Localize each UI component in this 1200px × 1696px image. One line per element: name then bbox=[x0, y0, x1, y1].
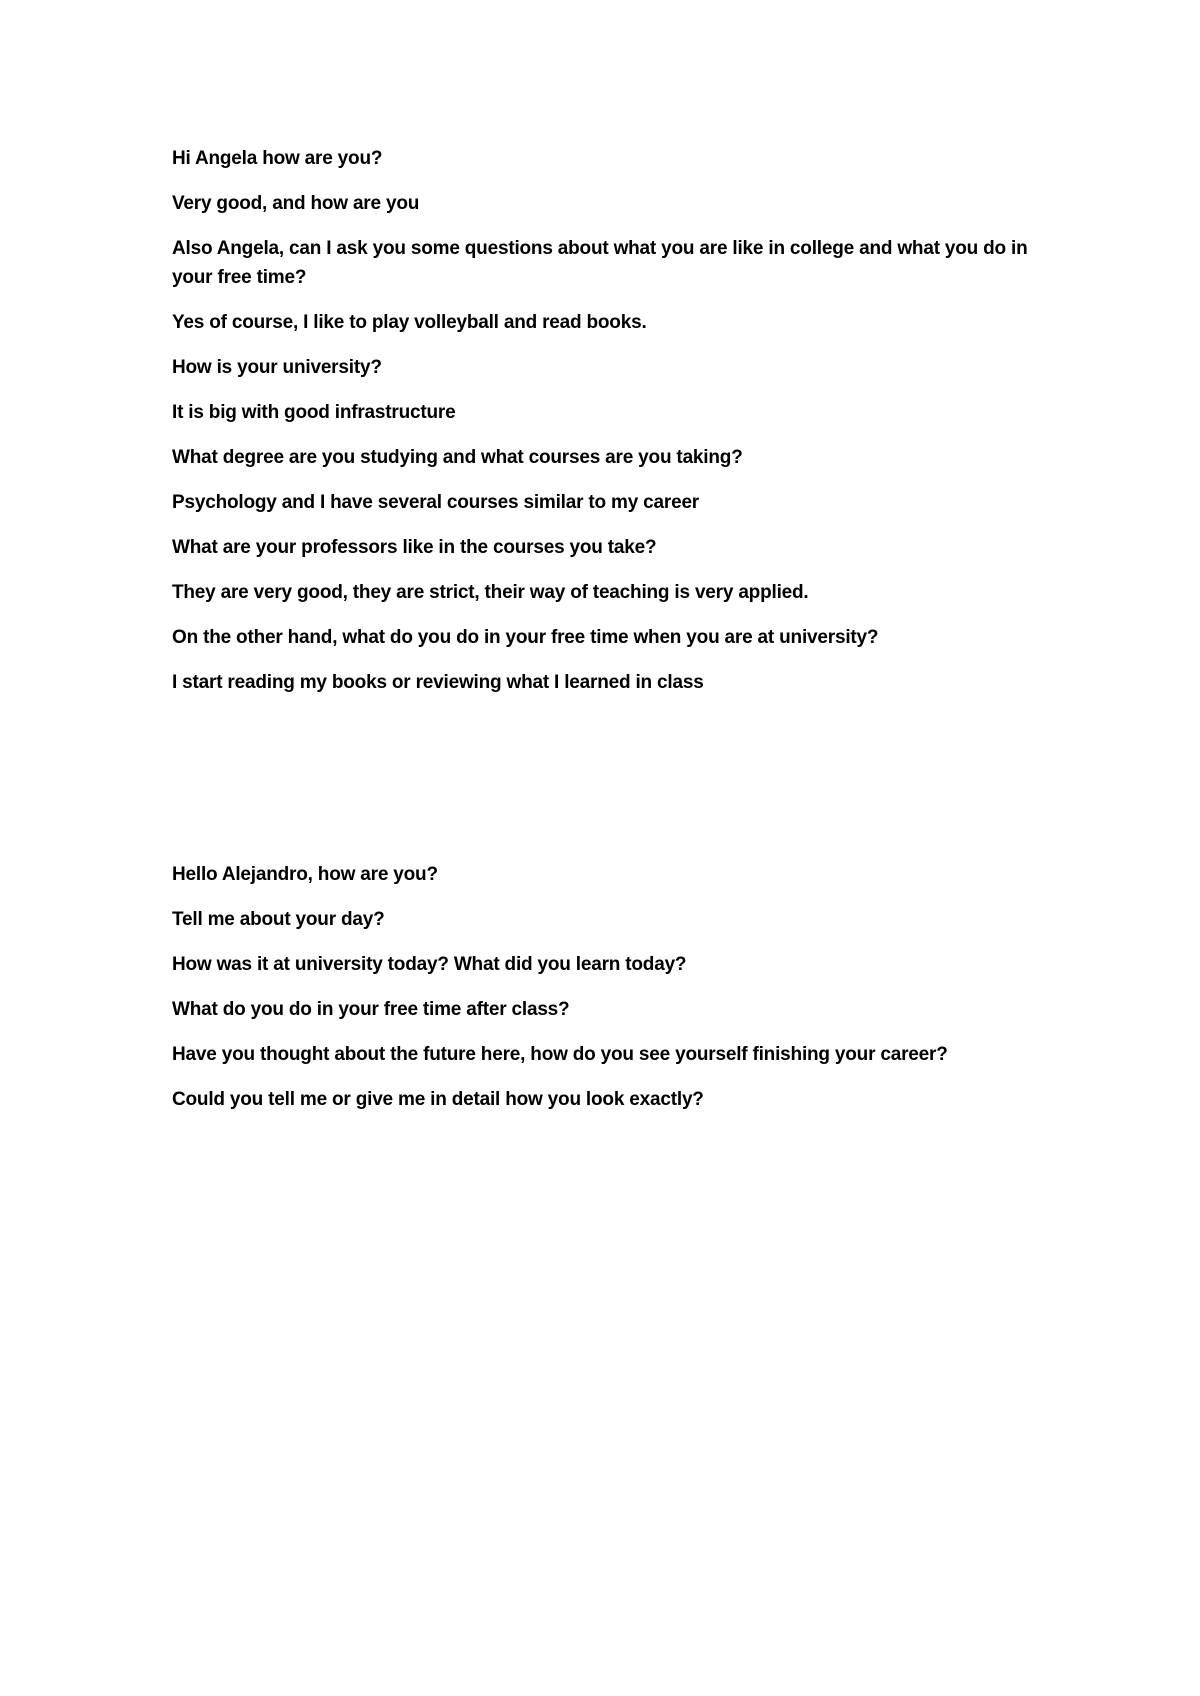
dialogue-line: Hello Alejandro, how are you? bbox=[172, 864, 438, 885]
dialogue-line: I start reading my books or reviewing what I learned in class bbox=[172, 672, 704, 693]
dialogue-section-1 bbox=[172, 144, 1032, 713]
dialogue-line: Tell me about your day? bbox=[172, 909, 385, 930]
dialogue-line: Psychology and I have several courses similar to my career bbox=[172, 492, 700, 513]
dialogue-line: Have you thought about the future here, how do you see yourself finishing your career? bbox=[172, 1044, 948, 1065]
dialogue-line: Could you tell me or give me in detail how you look exactly? bbox=[172, 1089, 704, 1110]
dialogue-line: How was it at university today? What did you learn today? bbox=[172, 954, 687, 975]
dialogue-section-2 bbox=[172, 860, 1032, 1130]
dialogue-line: It is big with good infrastructure bbox=[172, 402, 456, 423]
dialogue-line: How is your university? bbox=[172, 357, 382, 378]
dialogue-line: Yes of course, I like to play volleyball and read books. bbox=[172, 312, 647, 333]
dialogue-line: They are very good, they are strict, their way of teaching is very applied. bbox=[172, 582, 809, 603]
dialogue-line: What do you do in your free time after class? bbox=[172, 999, 570, 1020]
dialogue-line: Hi Angela how are you? bbox=[172, 148, 383, 169]
dialogue-line: Also Angela, can I ask you some questions about what you are like in college and what you do in your free time? bbox=[172, 238, 1028, 288]
dialogue-line: Very good, and how are you bbox=[172, 193, 420, 214]
dialogue-line: What degree are you studying and what courses are you taking? bbox=[172, 447, 743, 468]
dialogue-line: What are your professors like in the courses you take? bbox=[172, 537, 657, 558]
dialogue-line: On the other hand, what do you do in your free time when you are at university? bbox=[172, 627, 879, 648]
